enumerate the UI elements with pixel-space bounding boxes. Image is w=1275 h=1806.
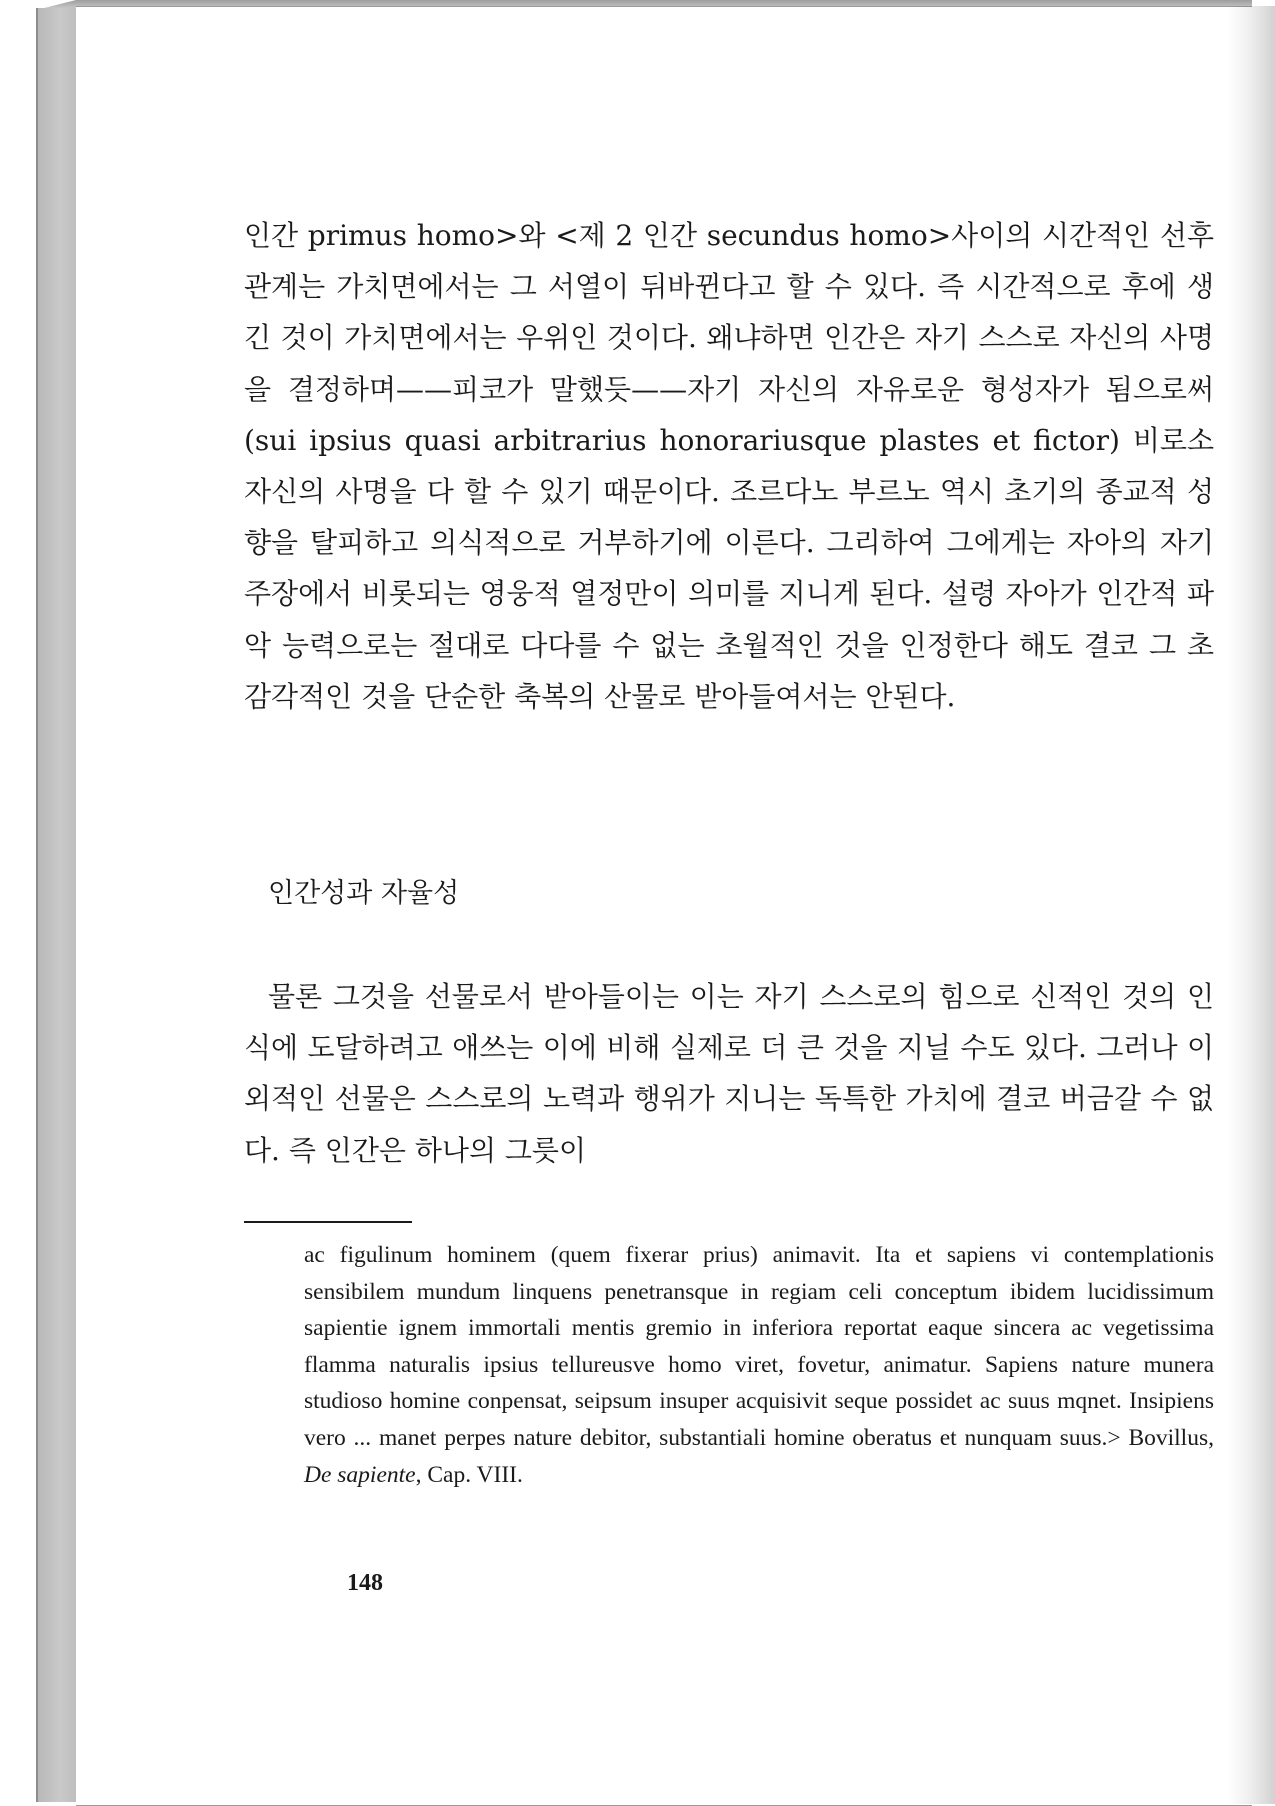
page-number: 148	[347, 1570, 383, 1596]
page-right-shadow	[1227, 6, 1275, 1804]
footnote-text: ac figulinum hominem (quem fixerar prius) animavit. Ita et sapiens vi contemplationis sensibilem mundum linquens penetransque in regiam celi conceptum ibidem lucidissimum sapientie ignem immortali mentis gremio in inferiora reportat eaque sincera ac vegetissima flamma naturalis ipsius tellureusve homo viret, fovetur, animatur. Sapiens nature munera studioso homine conpensat, seipsum insuper acquisivit seque possidet ac suus mqnet. Insipiens vero ... manet perpes nature debitor, substantiali homine oberatus et nunquam suus.> Bovillus,	[304, 1242, 1214, 1451]
footnote-work-title: De sapiente	[304, 1461, 416, 1488]
body-paragraph-2: 물론 그것을 선물로서 받아들이는 이는 자기 스스로의 힘으로 신적인 것의 인식에 도달하려고 애쓰는 이에 비해 실제로 더 큰 것을 지닐 수도 있다. 그러나 이 외적인 선물은 스스로의 노력과 행위가 지니는 독특한 가치에 결코 버금갈 수 없다. 즉 인간은 하나의 그릇이	[244, 980, 1214, 1167]
footnote-divider	[244, 1221, 412, 1223]
section-heading: 인간성과 자율성	[268, 878, 460, 909]
body-paragraph-1: 인간 primus homo>와 <제 2 인간 secundus homo>사이의 시간적인 선후 관계는 가치면에서는 그 서열이 뒤바뀐다고 할 수 있다. 즉 시간적으로 후에 생긴 것이 가치면에서는 우위인 것이다. 왜냐하면 인간은 자기 스스로 자신의 사명을 결정하며——피코가 말했듯——자기 자신의 자유로운 형성자가 됨으로써(sui ipsius quasi arbitrarius honorariusque plastes et fictor) 비로소 자신의 사명을 다 할 수 있기 때문이다. 조르다노 부르노 역시 초기의 종교적 성향을 탈피하고 의식적으로 거부하기에 이른다. 그리하여 그에게는 자아의 자기 주장에서 비롯되는 영웅적 열정만이 의미를 지니게 된다. 설령 자아가 인간적 파악 능력으로는 절대로 다다를 수 없는 초월적인 것을 인정한다 해도 결코 그 초감각적인 것을 단순한 축복의 산물로 받아들여서는 안된다.	[244, 219, 1214, 713]
footnote-citation-tail: , Cap. VIII.	[415, 1461, 523, 1488]
book-spine-edge	[36, 8, 79, 1802]
footnote	[304, 1237, 1214, 1493]
page-sheet	[76, 6, 1252, 1806]
